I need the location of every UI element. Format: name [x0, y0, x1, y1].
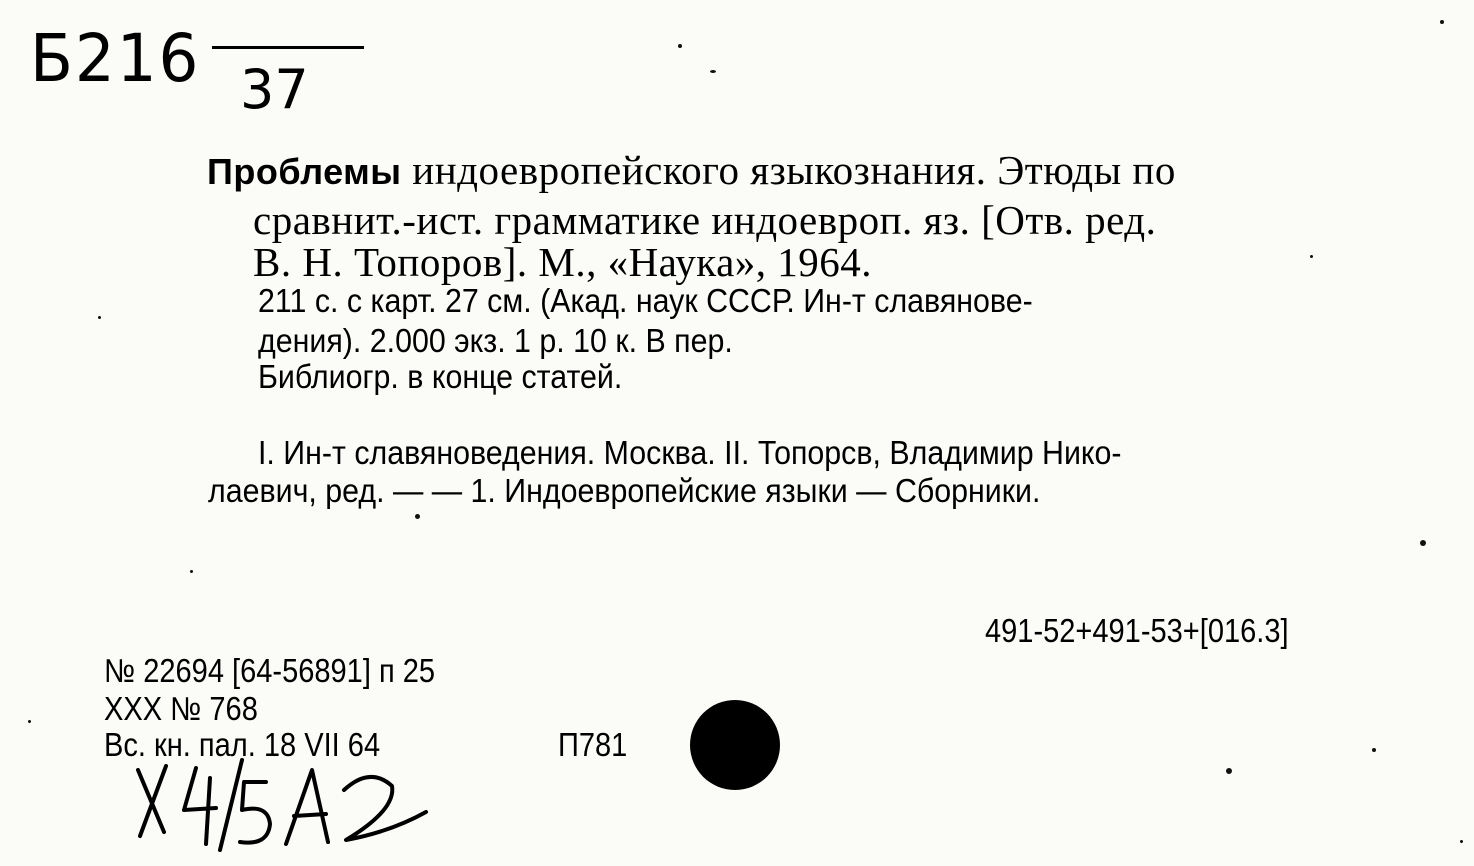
entry-title-bold: Проблемы	[207, 151, 402, 192]
entry-tracing-line-1: I. Ин-т славяноведения. Москва. II. Топорсв, Владимир Нико-	[258, 434, 1122, 471]
punch-hole	[690, 700, 780, 790]
speck	[1460, 840, 1463, 843]
speck	[1372, 748, 1376, 752]
entry-title-line-1	[207, 146, 1176, 194]
entry-description-line-1: 211 с. с карт. 27 см. (Акад. наук СССР. Ин-т славянове-	[258, 282, 1033, 319]
shelfmark-top: Б216	[30, 20, 201, 97]
shelfmark-divider	[212, 46, 364, 49]
record-line-2: XXX № 768	[104, 690, 258, 727]
record-line-1: № 22694 [64-56891] п 25	[104, 652, 436, 689]
handwritten-note	[130, 752, 450, 852]
speck	[1310, 255, 1313, 258]
speck	[1226, 768, 1232, 774]
entry-tracing-line-2: лаевич, ред. — — 1. Индоевропейские языки — Сборники.	[208, 472, 1041, 509]
speck	[415, 514, 420, 519]
speck	[678, 44, 682, 48]
record-code: П781	[558, 726, 628, 763]
speck	[1420, 540, 1426, 546]
speck	[710, 70, 716, 73]
speck	[98, 316, 101, 319]
speck	[190, 570, 193, 573]
entry-title-rest: индоевропейского языкознания. Этюды по	[412, 147, 1176, 193]
entry-title-line-3: В. Н. Топоров]. М., «Наука», 1964.	[253, 239, 873, 285]
speck	[28, 720, 31, 723]
classification-index: 491-52+491-53+[016.3]	[985, 612, 1289, 649]
speck	[1440, 20, 1444, 24]
entry-description-line-3: Библиогр. в конце статей.	[258, 358, 623, 395]
entry-title-line-2: сравнит.-ист. грамматике индоевроп. яз. [Отв. ред.	[253, 197, 1157, 243]
record-line-3: Вс. кн. пал. 18 VII 64	[104, 726, 381, 763]
entry-description-line-2: дения). 2.000 экз. 1 р. 10 к. В пер.	[258, 322, 733, 359]
shelfmark-bottom: 37	[240, 58, 309, 121]
